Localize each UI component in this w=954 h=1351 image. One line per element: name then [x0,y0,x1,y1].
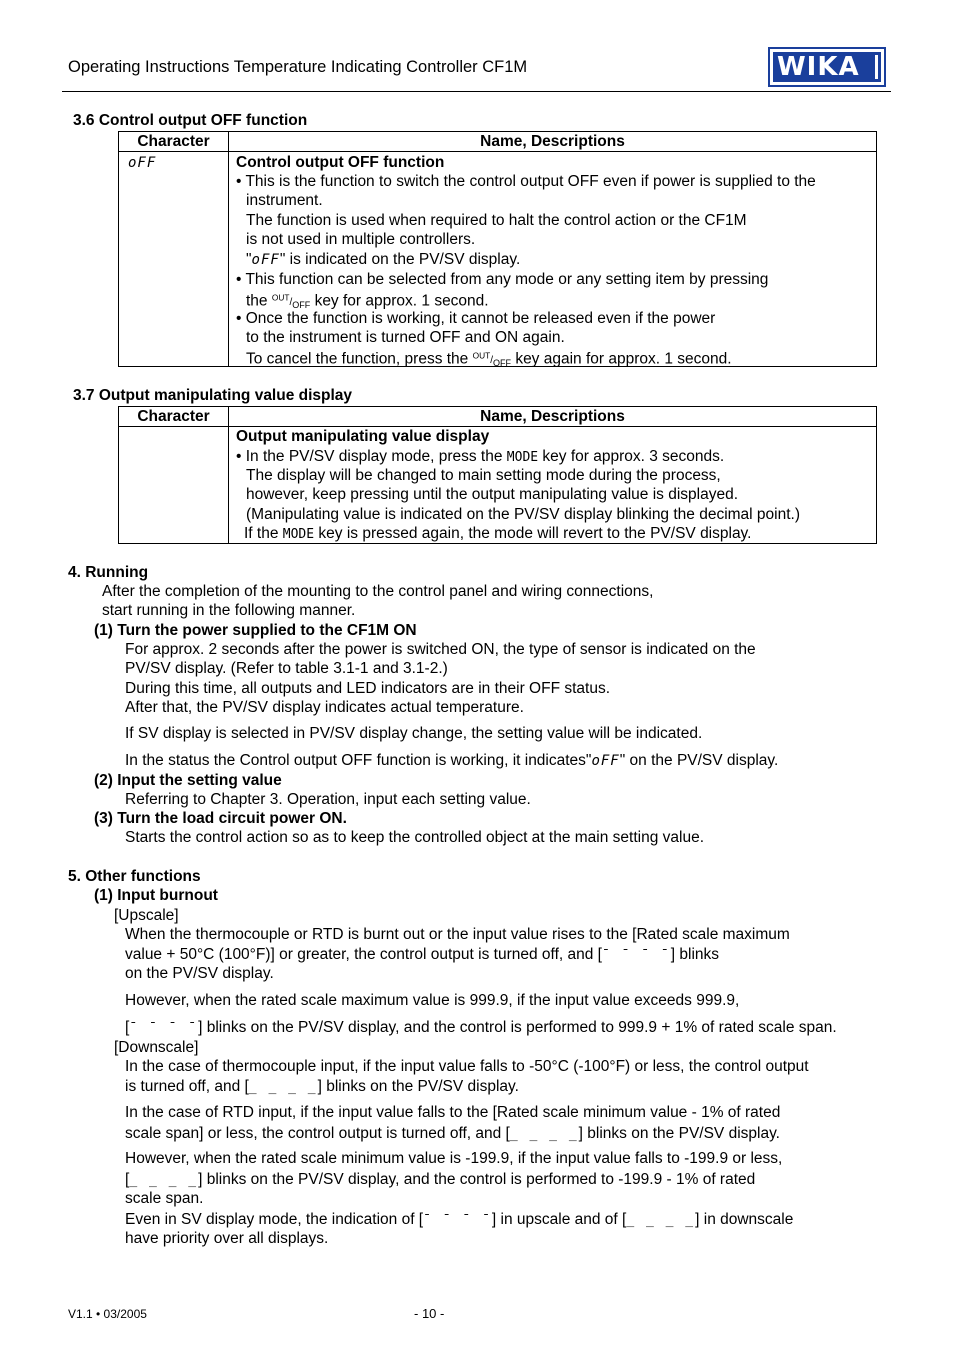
table-3-6 [118,131,877,367]
downscale-indicator: _ _ _ _ [248,1080,318,1095]
subheading: (2) Input the setting value [94,772,282,789]
text: To cancel the function, press the [246,350,469,368]
quote: " [246,251,252,268]
desc-line: instrument. [246,192,323,209]
text: " is indicated on the PV/SV display. [279,251,521,268]
paragraph-line: However, when the rated scale maximum value is 999.9, if the input value exceeds 999.9, [125,992,740,1009]
paragraph-line: During this time, all outputs and LED indicators are in their OFF status. [125,680,611,697]
paragraph-line: Starts the control action so as to keep the controlled object at the main setting value. [125,829,705,846]
column-header-character: Character [119,407,229,427]
paragraph-line [125,946,719,964]
desc-line: The display will be changed to main setting mode during the process, [246,467,721,484]
paragraph-line [125,1078,519,1096]
paragraph-line [125,752,778,770]
paragraph-line: For approx. 2 seconds after the power is switched ON, the type of sensor is indicated on the [125,641,756,658]
section-5-heading: 5. Other functions [68,868,201,885]
desc-line: • This function can be selected from any mode or any setting item by pressing [236,271,769,288]
desc-line: is not used in multiple controllers. [246,231,476,248]
mode-key-label: MODE [506,450,539,465]
out-off-key-label [271,293,311,311]
document-title: Operating Instructions Temperature Indicating Controller CF1M [68,58,528,76]
table-3-7 [118,406,877,544]
column-header-name: Name, Descriptions [229,132,877,152]
text: Even in SV display mode, the indication of [ [125,1211,424,1228]
downscale-indicator: _ _ _ _ [626,1213,696,1228]
text: ] in upscale and of [ [491,1211,627,1228]
desc-line [236,447,724,467]
key-slash: / [490,355,493,367]
text: If the [244,525,279,542]
text: ] blinks on the PV/SV display. [578,1125,780,1142]
row-title: Control output OFF function [236,154,445,171]
desc-line: The function is used when required to halt the control action or the CF1M [246,212,747,229]
text: key is pressed again, the mode will revert to the PV/SV display. [318,525,752,542]
text: ] blinks [670,946,720,963]
upscale-indicator: ¯ ¯ ¯ ¯ [129,1021,199,1036]
character-off-display: oFF [128,155,157,171]
text: ] blinks on the PV/SV display, and the control is performed to 999.9 + 1% of rated scale span. [198,1019,837,1036]
desc-line [246,250,520,270]
text: [ [125,1171,130,1188]
paragraph-line: After that, the PV/SV display indicates actual temperature. [125,699,524,716]
section-3-6-heading: 3.6 Control output OFF function [73,112,308,129]
text: key for approx. 1 second. [314,292,489,310]
paragraph-line [125,1019,837,1037]
paragraph-line: When the thermocouple or RTD is burnt out or the input value rises to the [Rated scale maximum [125,926,790,943]
desc-line: • This is the function to switch the control output OFF even if power is supplied to the [236,173,816,190]
paragraph-line: However, when the rated scale minimum value is -199.9, if the input value falls to -199.9 or less, [125,1150,783,1167]
key-off: OFF [292,300,311,311]
desc-line: • Once the function is working, it cannot be released even if the power [236,310,716,327]
off-segment-display: oFF [591,753,620,769]
downscale-indicator: _ _ _ _ [509,1127,579,1142]
text: the [246,292,268,310]
off-segment-display: oFF [251,252,280,268]
paragraph-line: Referring to Chapter 3. Operation, input each setting value. [125,791,531,808]
paragraph-line: In the case of thermocouple input, if the input value falls to -50°C (-100°F) or less, the control output [125,1058,809,1075]
wika-logo [768,47,886,87]
column-header-character: Character [119,132,229,152]
text: key for approx. 3 seconds. [542,448,725,465]
wika-logo-bar [875,55,878,79]
desc-line [244,524,751,544]
upscale-indicator: ¯ ¯ ¯ ¯ [601,948,671,963]
text: [ [125,1019,130,1036]
desc-line: (Manipulating value is indicated on the PV/SV display blinking the decimal point.) [246,506,801,523]
page-number: - 10 - [414,1306,445,1321]
paragraph-line: PV/SV display. (Refer to table 3.1-1 and 3.1-2.) [125,660,448,677]
key-slash: / [289,297,293,309]
footer-version: V1.1 • 03/2005 [68,1307,147,1321]
row-title: Output manipulating value display [236,428,490,445]
text: scale span] or less, the control output is turned off, and [ [125,1125,510,1142]
paragraph-line [125,1171,755,1189]
subheading: (3) Turn the load circuit power ON. [94,810,347,827]
text: In the status the Control output OFF function is working, it indicates" [125,752,592,769]
section-4-heading: 4. Running [68,564,149,581]
section-3-7-heading: 3.7 Output manipulating value display [73,387,353,404]
upscale-label: [Upscale] [114,907,179,924]
key-off: OFF [493,358,511,369]
paragraph-line: have priority over all displays. [125,1230,329,1247]
text: key again for approx. 1 second. [515,350,732,368]
wika-logo-text: WIKA [773,52,881,82]
text: ] blinks on the PV/SV display. [317,1078,519,1095]
desc-line: however, keep pressing until the output manipulating value is displayed. [246,486,739,503]
paragraph-line: scale span. [125,1190,204,1207]
paragraph-line [125,1125,780,1143]
paragraph-line: start running in the following manner. [102,602,356,619]
downscale-label: [Downscale] [114,1039,199,1056]
text: • In the PV/SV display mode, press the [236,448,503,465]
paragraph-line: After the completion of the mounting to the control panel and wiring connections, [102,583,654,600]
column-header-name: Name, Descriptions [229,407,877,427]
desc-line: to the instrument is turned OFF and ON again. [246,329,565,346]
key-out: OUT [271,293,290,303]
subheading: (1) Turn the power supplied to the CF1M ON [94,622,417,639]
text: " on the PV/SV display. [619,752,779,769]
paragraph-line: In the case of RTD input, if the input value falls to the [Rated scale minimum value - 1% of rated [125,1104,781,1121]
text: ] in downscale [695,1211,794,1228]
subheading: (1) Input burnout [94,887,218,904]
out-off-key-label [472,351,511,369]
mode-key-label: MODE [282,527,315,542]
header-divider [62,91,891,92]
key-out: OUT [472,351,491,361]
text: value + 50°C (100°F)] or greater, the control output is turned off, and [ [125,946,602,963]
text: is turned off, and [ [125,1078,249,1095]
text: ] blinks on the PV/SV display, and the control is performed to -199.9 - 1% of rated [198,1171,756,1188]
paragraph-line [125,1211,793,1229]
downscale-indicator: _ _ _ _ [129,1173,199,1188]
paragraph-line: on the PV/SV display. [125,965,274,982]
upscale-indicator: ¯ ¯ ¯ ¯ [423,1213,492,1228]
desc-line [246,347,732,373]
paragraph-line: If SV display is selected in PV/SV display change, the setting value will be indicated. [125,725,703,742]
